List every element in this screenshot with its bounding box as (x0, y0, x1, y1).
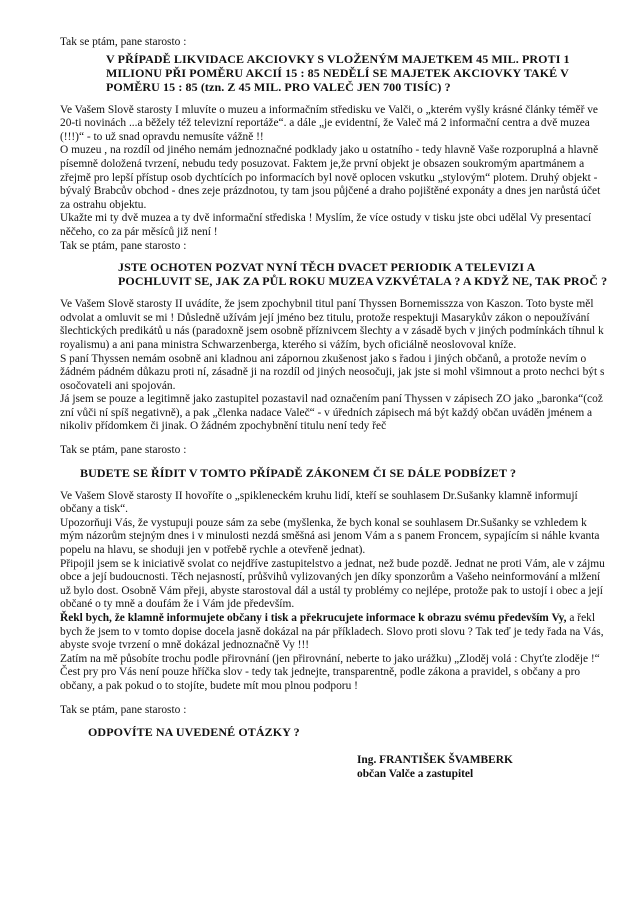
paragraph: Já jsem se pouze a legitimně jako zastupitel pozastavil nad označením paní Thyssen v zápisech ZO jako „baronka“(což zní vůči ní spíš negativně), a pak „členka nadace Valeč“ - v úředních zápisech má být každý občan uváděn jménem a nikoliv přídomkem či jinak. O žádném zpochybnění titulu není tedy řeč (60, 393, 603, 433)
paragraph: Ve Vašem Slově starosty I mluvíte o muzeu a informačním středisku ve Valči, o „kterém vyšly krásné články téměř ve 20-ti novinách ...a běžely též televizní reportáže“. a dále „je evidentní, že Valeč má 2 informační centra a dvě muzea (!!!)“ - to už snad opravdu nemusíte vážně !! (60, 103, 598, 143)
paragraph-continuation: a řekl bych že jsem to v tomto dopise docela jasně dokázal na pár příkladech. Slovo proti slovu ? Tak teď je tedy řada na Vás, abyste svoje tvrzení o mně dokázal jednoznačně Vy !!! (60, 612, 604, 652)
paragraph: Připojil jsem se k iniciativě svolat co nejdříve zastupitelstvo a jednat, než bude pozdě. Jednat ne proti Vám, ale v zájmu obce a její budoucnosti. Těch nejasností, průšvihů vylizovaných jen díky sponzorům a Vašeho neinformování a mlžení už bylo dost. Osobně Vám přeji, abyste starostoval dál a ustál ty problémy co nejlépe, protože pak to ustojí i obec a její občané o ty mně a doufám že i Vám jde především. (60, 557, 605, 611)
question-heading: BUDETE SE ŘÍDIT V TOMTO PŘÍPADĚ ZÁKONEM ČI SE DÁLE PODBÍZET ? (80, 465, 517, 480)
signature-role: občan Valče a zastupitel (357, 768, 474, 781)
paragraph: Zatím na mě působíte trochu podle přirovnání (jen přirovnání, neberte to jako urážku) „Zloděj volá : Chyťte zloděje !“ Čest pry pro Vás není pouze hříčka slov - tedy tak jednejte, transparentně, podle zákona a pravidel, s občany a pro občany, a pak pokud o to stojíte, budete mít mou plnou podporu ! (60, 652, 600, 692)
question-heading: V PŘÍPADĚ LIKVIDACE AKCIOVKY S VLOŽENÝM MAJETKEM 45 MIL. PROTI 1 MILIONU PŘI POMĚRU AKCIÍ 15 : 85 NEDĚLÍ SE MAJETEK AKCIOVKY TAKÉ V POMĚRU 15 : 85 (tzn. Z 45 MIL. PRO VALEČ JEN 700 TISÍC) ? (106, 51, 570, 94)
paragraph: Ve Vašem Slově starosty II hovoříte o „spikleneckém kruhu lidí, kteří se souhlasem Dr.Sušanky klamně informují občany a tisk“. (60, 489, 578, 516)
paragraph: Ukažte mi ty dvě muzea a ty dvě informační střediska ! Myslím, že více ostudy v tisku jste obci udělal Vy presentací něčeho, co za pár měsíců již není ! (60, 212, 592, 238)
question-intro: Tak se ptám, pane starosto : (60, 239, 187, 252)
question-intro: Tak se ptám, pane starosto : (60, 444, 187, 457)
signature-name: Ing. FRANTIŠEK ŠVAMBERK (357, 754, 513, 767)
question-intro: Tak se ptám, pane starosto : (60, 703, 187, 716)
paragraph: Ve Vašem Slově starosty II uvádíte, že jsem zpochybnil titul paní Thyssen Bornemisszza von Kaszon. Toto byste měl odvolat a omluvit se mi ! Důsledně užívám její jméno bez titulu, protože respektuji Masarykův zákon o nepoužívání šlechtických predikátů u nás (paradoxně jsem osobně příznivcem šlechty a v zásadě bych v jiných podmínkách tíhnul k royalismu) a ani pana ministra Schwarzenberga, kterého si vážím, bych oficiálně neoslovoval kníže. (60, 298, 604, 351)
signature-block (60, 753, 610, 781)
question-heading: ODPOVÍTE NA UVEDENÉ OTÁZKY ? (88, 725, 300, 740)
question-intro: Tak se ptám, pane starosto : (60, 36, 187, 48)
question-heading: JSTE OCHOTEN POZVAT NYNÍ TĚCH DVACET PERIODIK A TELEVIZI A POCHLUVIT SE, JAK ZA PŮL ROKU MUZEA VZKVÉTALA ? A KDYŽ NE, TAK PROČ ? (118, 260, 608, 289)
paragraph: S paní Thyssen nemám osobně ani kladnou ani zápornou zkušenost jako s řadou i jiných občanů, a protože nevím o žádném pádném důkazu proti ní, zásadně ji na rozdíl od jiných neosočuji, jak jste si mohl všimnout a proto nechci být s osočovateli ani spojován. (60, 352, 605, 392)
paragraph (60, 612, 610, 653)
paragraph: O muzeu , na rozdíl od jiného nemám jednoznačné podklady jako u ostatního - tedy hlavně Vaše rozporuplná a hlavně písemně doložená tvrzení, nebudu tedy posuzovat. Faktem je,že první objekt je obsazen soukromým apartmánem a zřejmě pro lepší přístup osob dychtících po informacích byl nově oplocen vskutku „stylovým“ plotem. Druhý objekt - bývalý Brabcův obchod - dnes zeje prázdnotou, ty tam jsou půjčené a draho pojištěné exponáty a dnes jen narůstá účet za ostrahu objektu. (60, 144, 601, 211)
paragraph: Upozorňuji Vás, že vystupuji pouze sám za sebe (myšlenka, že bych konal se souhlasem Dr.Sušanky se vzhledem k mým názorům stejným dnes i v minulosti nezdá směšná asi jenom Vám a s panem Froncem, sypajícím si náhle kvanta popelu na hlavu, se shoduji jen v potřebě rychle a otevřeně jednat). (60, 516, 600, 557)
emphasized-statement: Řekl bych, že klamně informujete občany i tisk a překrucujete informace k obrazu svému především Vy, (60, 612, 567, 624)
